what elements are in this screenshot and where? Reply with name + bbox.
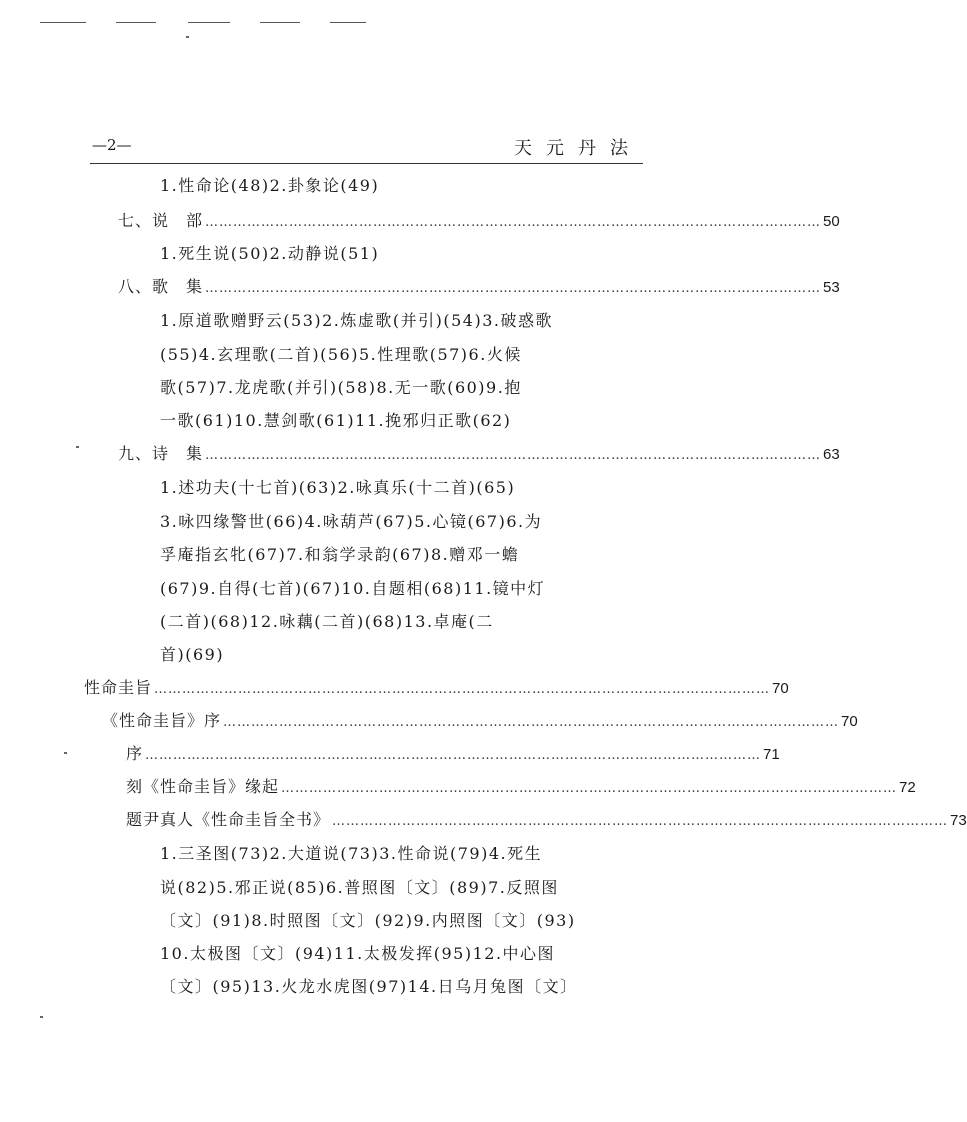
toc-sub-line: 1.性命论(48)2.卦象论(49): [160, 176, 380, 195]
toc-entry-origin: [126, 777, 916, 799]
toc-entry-page: 71: [763, 746, 780, 763]
toc-sub-line: 歌(57)7.龙虎歌(并引)(58)8.无一歌(60)9.抱: [160, 378, 522, 397]
toc-sub-line: 〔文〕(95)13.火龙水虎图(97)14.日乌月兔图〔文〕: [160, 977, 578, 996]
toc-entry-shuo-bu: [118, 211, 840, 233]
toc-entry-guizhi-preface: [102, 711, 858, 733]
toc-entry-title: 性命圭旨: [84, 678, 153, 697]
toc-entry-xingming-guizhi: [84, 678, 789, 700]
toc-entry-page: 63: [823, 446, 840, 463]
toc-entry-title: 序: [126, 744, 144, 763]
scan-speck: [64, 752, 67, 754]
scan-dash: [188, 22, 230, 23]
toc-sub-line: 孚庵指玄牝(67)7.和翁学录韵(67)8.赠邓一蟾: [160, 545, 520, 564]
toc-entry-title: 九、诗 集: [118, 444, 204, 463]
toc-sub-line: 〔文〕(91)8.时照图〔文〕(92)9.内照图〔文〕(93): [160, 911, 576, 930]
toc-entry-title: 题尹真人《性命圭旨全书》: [126, 810, 331, 829]
toc-sub-line: 1.三圣图(73)2.大道说(73)3.性命说(79)4.死生: [160, 844, 543, 863]
scan-speck: [186, 36, 189, 38]
toc-entry-title: 八、歌 集: [118, 277, 204, 296]
toc-entry-ge-ji: [118, 277, 840, 299]
toc-entry-page: 50: [823, 213, 840, 230]
toc-entry-page: 53: [823, 279, 840, 296]
scan-speck: [40, 1016, 43, 1018]
scan-speck: [76, 446, 79, 448]
toc-entry-preface: [126, 744, 780, 766]
scan-dash: [116, 22, 156, 23]
toc-entry-page: 70: [841, 713, 858, 730]
leader-dots: ……………………………………………………………………………………………………………………: [205, 215, 822, 230]
scan-dash: [260, 22, 300, 23]
scan-dash: [330, 22, 366, 23]
toc-sub-line: (55)4.玄理歌(二首)(56)5.性理歌(57)6.火候: [160, 345, 522, 364]
toc-sub-line: (二首)(68)12.咏藕(二首)(68)13.卓庵(二: [160, 612, 494, 631]
toc-sub-line: 说(82)5.邪正说(85)6.普照图〔文〕(89)7.反照图: [160, 878, 559, 897]
toc-sub-line: 首)(69): [160, 645, 225, 664]
toc-entry-page: 72: [899, 779, 916, 796]
leader-dots: ……………………………………………………………………………………………………………………: [332, 814, 949, 829]
toc-sub-line: 一歌(61)10.慧剑歌(61)11.挽邪归正歌(62): [160, 411, 512, 430]
leader-dots: ……………………………………………………………………………………………………………………: [145, 748, 762, 763]
toc-sub-line: 1.原道歌赠野云(53)2.炼虚歌(并引)(54)3.破惑歌: [160, 311, 553, 330]
toc-sub-line: 10.太极图〔文〕(94)11.太极发挥(95)12.中心图: [160, 944, 556, 963]
header-rule: [90, 163, 643, 164]
toc-entry-shi-ji: [118, 444, 840, 466]
toc-entry-inscription: [126, 810, 967, 832]
toc-sub-line: 1.死生说(50)2.动静说(51): [160, 244, 380, 263]
leader-dots: ……………………………………………………………………………………………………………………: [223, 715, 840, 730]
leader-dots: ……………………………………………………………………………………………………………………: [281, 781, 898, 796]
running-title: 天元丹法: [514, 138, 642, 159]
toc-entry-page: 70: [772, 680, 789, 697]
leader-dots: ……………………………………………………………………………………………………………………: [205, 448, 822, 463]
toc-sub-line: 3.咏四缘警世(66)4.咏葫芦(67)5.心镜(67)6.为: [160, 512, 543, 531]
leader-dots: ……………………………………………………………………………………………………………………: [154, 682, 771, 697]
toc-entry-title: 七、说 部: [118, 211, 204, 230]
page-number: —2—: [92, 136, 132, 154]
scan-dash: [40, 22, 86, 23]
leader-dots: ……………………………………………………………………………………………………………………: [205, 281, 822, 296]
toc-sub-line: 1.述功夫(十七首)(63)2.咏真乐(十二首)(65): [160, 478, 516, 497]
toc-entry-title: 《性命圭旨》序: [102, 711, 222, 730]
toc-entry-title: 刻《性命圭旨》缘起: [126, 777, 280, 796]
toc-sub-line: (67)9.自得(七首)(67)10.自题相(68)11.镜中灯: [160, 579, 546, 598]
toc-entry-page: 73: [950, 812, 967, 829]
